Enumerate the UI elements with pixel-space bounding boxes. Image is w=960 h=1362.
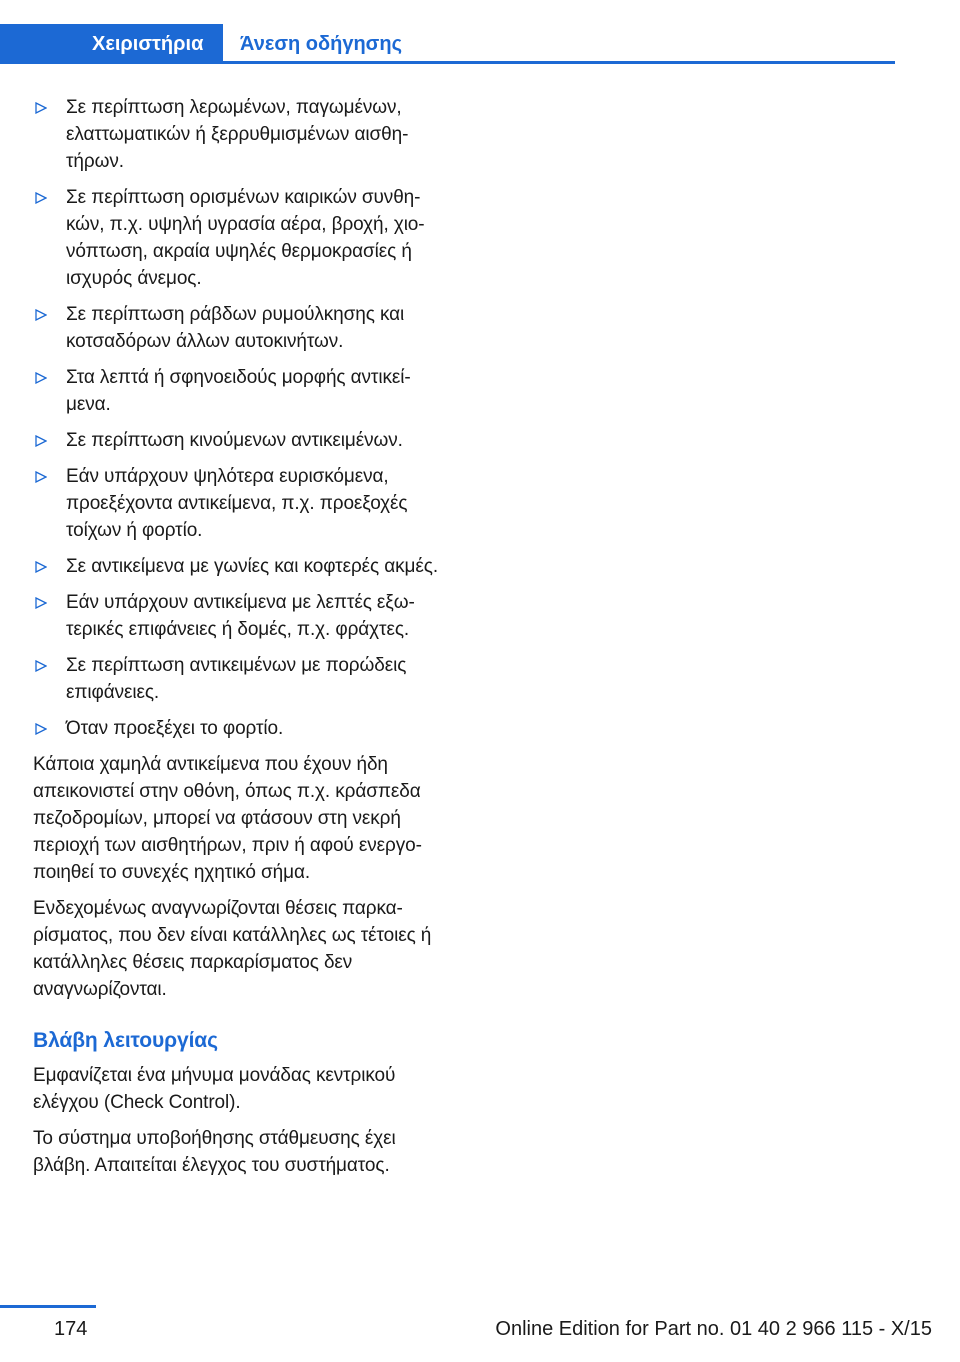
malfunction-paragraph: Το σύστημα υποβοήθησης στάθμευσης έχει βλάβη. Απαιτείται έλεγχος του συστήματος. <box>33 1128 396 1176</box>
triangle-right-outline-icon <box>35 660 47 672</box>
paragraph-low-objects: Κάποια χαμηλά αντικείμενα που έχουν ήδη απεικονιστεί στην οθόνη, όπως π.χ. κράσπεδα πεζοδρομίων, μπορεί να φτάσουν στη νεκρή περιοχή των αισθητήρων, πριν ή αφού ενεργοποιηθεί το συνεχές ηχητικό σήμα. <box>33 754 422 883</box>
list-item <box>33 427 443 454</box>
list-item <box>33 652 443 706</box>
list-item <box>33 715 443 742</box>
main-content <box>33 94 443 1188</box>
list-item-text: Όταν προεξέχει το φορτίο. <box>66 718 284 739</box>
triangle-right-outline-icon <box>35 372 47 384</box>
edition-note: Online Edition for Part no. 01 40 2 966 115 - X/15 <box>495 1318 932 1340</box>
list-item <box>33 301 443 355</box>
list-item <box>33 553 443 580</box>
list-item <box>33 184 443 292</box>
list-item <box>33 364 443 418</box>
list-item <box>33 589 443 643</box>
page-number: 174 <box>54 1318 88 1340</box>
list-item-text: Εάν υπάρχουν αντικείμενα με λεπτές εξωτερικές επιφάνειες ή δομές, π.χ. φράχτες. <box>66 592 415 640</box>
triangle-right-outline-icon <box>35 102 47 114</box>
list-item-text: Σε περίπτωση αντικειμένων με πορώδεις επιφάνειες. <box>66 655 407 703</box>
list-item-text: Σε αντικείμενα με γωνίες και κοφτερές ακμές. <box>66 556 439 577</box>
triangle-right-outline-icon <box>35 471 47 483</box>
triangle-right-outline-icon <box>35 597 47 609</box>
malfunction-heading: Βλάβη λειτουργίας <box>33 1029 218 1052</box>
footer-rule <box>0 1305 96 1308</box>
triangle-right-outline-icon <box>35 561 47 573</box>
paragraph-parking-spaces: Ενδεχομένως αναγνωρίζονται θέσεις παρκαρίσματος, που δεν είναι κατάλληλες ως τέτοιες ή κατάλληλες θέσεις παρκαρίσματος δεν αναγνωρίζονται. <box>33 898 432 1000</box>
list-item-text: Σε περίπτωση ορισμένων καιρικών συνθηκών, π.χ. υψηλή υγρασία αέρα, βροχή, χιονόπτωση, ακραία υψηλές θερμοκρασίες ή ισχυρός άνεμος. <box>66 187 425 289</box>
triangle-right-outline-icon <box>35 723 47 735</box>
triangle-right-outline-icon <box>35 192 47 204</box>
list-item-text: Σε περίπτωση κινούμενων αντικειμένων. <box>66 430 403 451</box>
list-item-text: Σε περίπτωση λερωμένων, παγωμένων, ελαττωματικών ή ξερρυθμισμένων αισθητήρων. <box>66 97 409 172</box>
tab-controls[interactable]: Χειριστήρια <box>0 24 223 64</box>
malfunction-paragraph: Εμφανίζεται ένα μήνυμα μονάδας κεντρικού ελέγχου (Check Control). <box>33 1065 396 1113</box>
list-item-text: Στα λεπτά ή σφηνοειδούς μορφής αντικείμενα. <box>66 367 411 415</box>
list-item-text: Σε περίπτωση ράβδων ρυμούλκησης και κοτσαδόρων άλλων αυτοκινήτων. <box>66 304 405 352</box>
list-item <box>33 94 443 175</box>
limitations-list <box>33 94 443 742</box>
list-item-text: Εάν υπάρχουν ψηλότερα ευρισκόμενα, προεξέχοντα αντικείμενα, π.χ. προεξοχές τοίχων ή φορτίο. <box>66 466 408 541</box>
header-rule <box>0 61 895 64</box>
section-title[interactable]: Άνεση οδήγησης <box>240 33 402 55</box>
list-item <box>33 463 443 544</box>
triangle-right-outline-icon <box>35 435 47 447</box>
triangle-right-outline-icon <box>35 309 47 321</box>
